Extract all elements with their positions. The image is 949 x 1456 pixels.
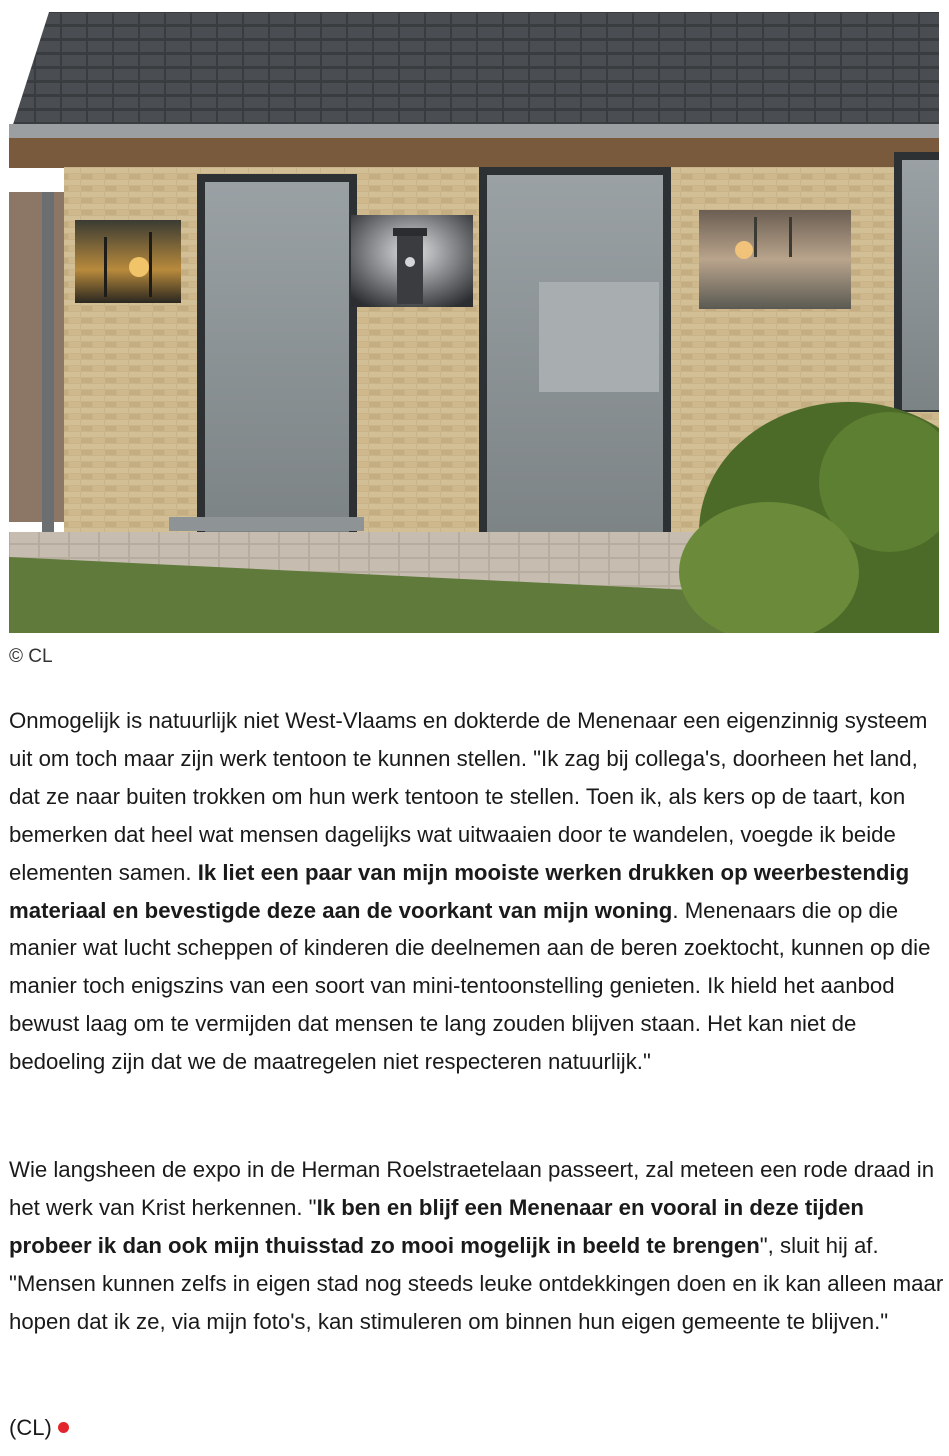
house-facade-illustration — [9, 12, 939, 633]
paragraph-text: Wie langsheen de expo in de Herman Roelstraetelaan passeert, zal meteen een rode draad in het werk van Krist herkennen. " — [9, 1157, 935, 1220]
article-photo — [9, 12, 939, 633]
paragraph-emphasis: Ik ben en blijf een Menenaar en vooral in deze tijden probeer ik dan ook mijn thuisstad zo mooi mogelijk in beeld te brengen — [9, 1194, 864, 1258]
photo-credit: © CL — [9, 646, 53, 667]
signature-text: (CL) — [9, 1415, 52, 1440]
end-dot-icon — [58, 1422, 69, 1433]
paragraph-text: ", sluit hij af. "Mensen kunnen zelfs in eigen stad nog steeds leuke ontdekkingen doen en ik kan alleen maar hopen dat ik ze, via mijn foto's, kan stimuleren om binnen hun eigen gemeente te blijven." — [9, 1232, 944, 1334]
paragraph-text: . Menenaars die op die manier wat lucht scheppen of kinderen die deelnemen aan de beren zoektocht, kunnen op die manier toch enigszins van een soort van mini-tentoonstelling genieten. Ik hield het aanbod bewust laag om te vermijden dat mensen te lang zouden blijven staan. Het kan niet de bedoeling zijn dat we de maatregelen niet respecteren natuurlijk." — [9, 897, 931, 1075]
paragraph-emphasis: Ik liet een paar van mijn mooiste werken drukken op weerbestendig materiaal en bevestigde deze aan de voorkant van mijn woning — [9, 859, 910, 923]
article-paragraph — [9, 1151, 944, 1341]
author-signature — [9, 1410, 69, 1446]
article-paragraph — [9, 702, 944, 1081]
paragraph-text: Onmogelijk is natuurlijk niet West-Vlaams en dokterde de Menenaar een eigenzinnig systeem uit om toch maar zijn werk tentoon te kunnen stellen. "Ik zag bij collega's, doorheen het land, dat ze naar buiten trokken om hun werk tentoon te stellen. Toen ik, als kers op de taart, kon bemerken dat heel wat mensen dagelijks wat uitwaaien door te wandelen, voegde ik beide elementen samen. — [9, 708, 928, 885]
